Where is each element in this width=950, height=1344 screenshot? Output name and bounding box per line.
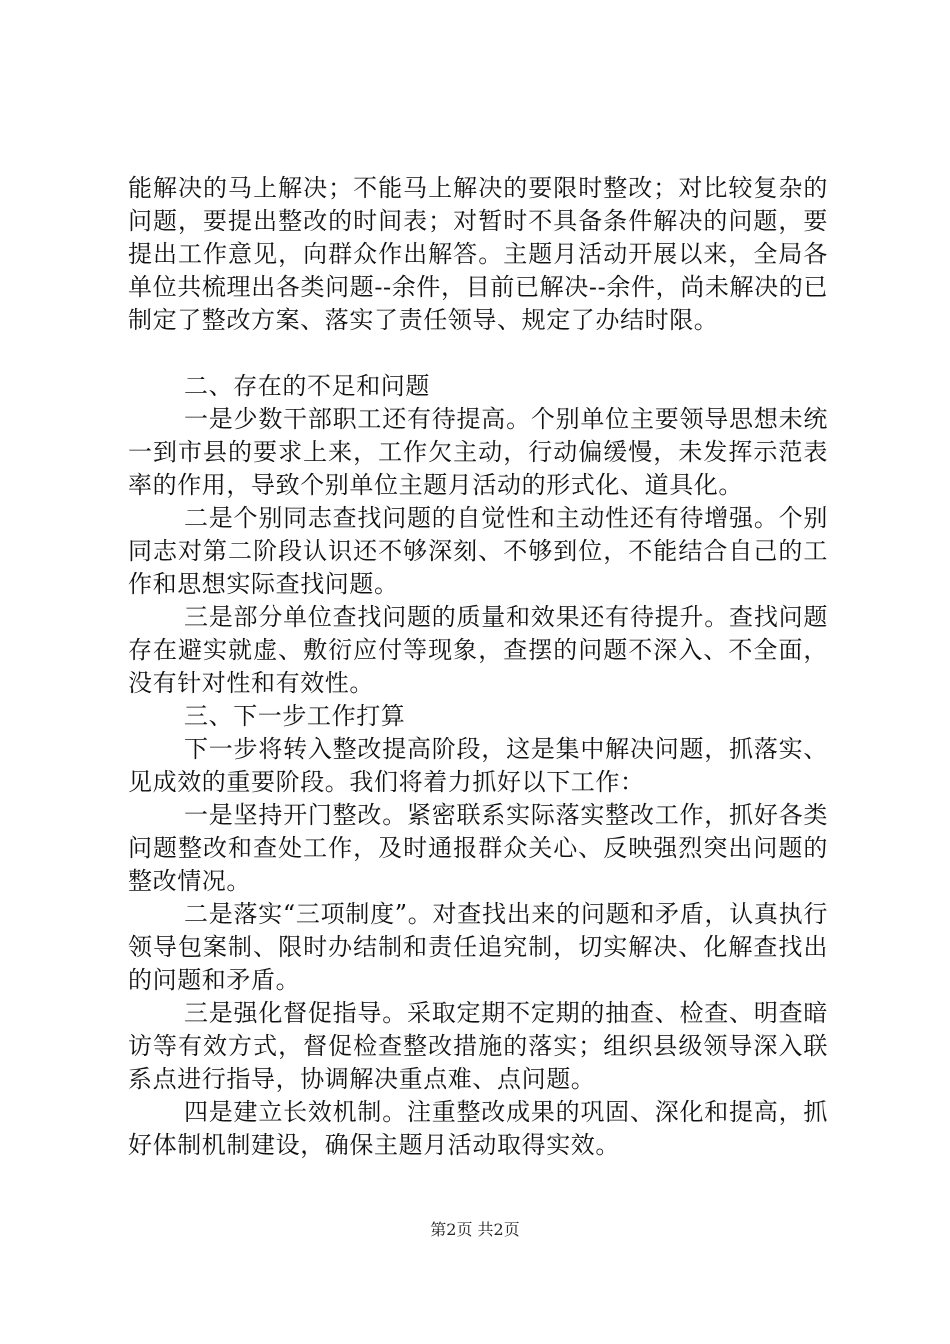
- body-paragraph: 四是建立长效机制。注重整改成果的巩固、深化和提高，抓好体制机制建设，确保主题月活动取得实效。: [128, 1098, 828, 1159]
- body-paragraph: 一是少数干部职工还有待提高。个别单位主要领导思想未统一到市县的要求上来，工作欠主动，行动偏缓慢，未发挥示范表率的作用，导致个别单位主题月活动的形式化、道具化。: [128, 405, 828, 499]
- document-body: [128, 172, 828, 1162]
- section-heading-shortcomings: 二、存在的不足和问题: [184, 372, 430, 400]
- section-heading-next-steps: 三、下一步工作打算: [184, 702, 406, 730]
- body-paragraph: 二是个别同志查找问题的自觉性和主动性还有待增强。个别同志对第二阶段认识还不够深刻、不够到位，不能结合自己的工作和思想实际查找问题。: [128, 504, 828, 598]
- body-paragraph: 一是坚持开门整改。紧密联系实际落实整改工作，抓好各类问题整改和查处工作，及时通报群众关心、反映强烈突出问题的整改情况。: [128, 801, 828, 895]
- body-paragraph: 三是强化督促指导。采取定期不定期的抽查、检查、明查暗访等有效方式，督促检查整改措施的落实；组织县级领导深入联系点进行指导，协调解决重点难、点问题。: [128, 999, 828, 1093]
- body-paragraph-continuation: 能解决的马上解决；不能马上解决的要限时整改；对比较复杂的问题，要提出整改的时间表；对暂时不具备条件解决的问题，要提出工作意见，向群众作出解答。主题月活动开展以来，全局各单位共梳理出各类问题--余件，目前已解决--余件，尚未解决的已制定了整改方案、落实了责任领导、规定了办结时限。: [128, 174, 828, 334]
- page-number-footer: 第2页 共2页: [430, 1220, 520, 1239]
- body-paragraph: 下一步将转入整改提高阶段，这是集中解决问题，抓落实、见成效的重要阶段。我们将着力抓好以下工作：: [128, 735, 828, 796]
- body-paragraph: 二是落实“三项制度”。对查找出来的问题和矛盾，认真执行领导包案制、限时办结制和责任追究制，切实解决、化解查找出的问题和矛盾。: [128, 900, 828, 994]
- body-paragraph: 三是部分单位查找问题的质量和效果还有待提升。查找问题存在避实就虚、敷衍应付等现象，查摆的问题不深入、不全面，没有针对性和有效性。: [128, 603, 828, 697]
